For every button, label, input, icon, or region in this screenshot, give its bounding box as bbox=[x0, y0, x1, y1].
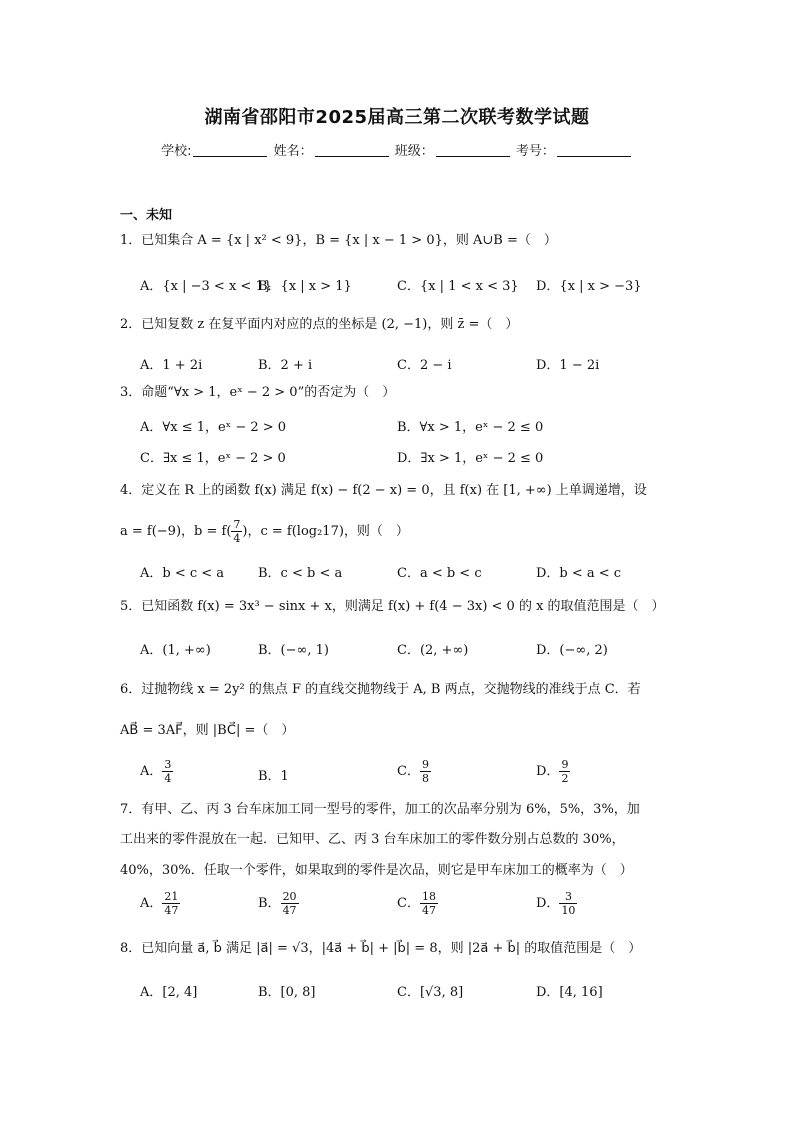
option-b[interactable]: B．(−∞, 1) bbox=[258, 643, 329, 658]
option-c[interactable]: C．a < b < c bbox=[397, 566, 482, 581]
exam-number-blank[interactable] bbox=[557, 144, 631, 157]
fraction-denominator: 47 bbox=[421, 904, 436, 917]
fraction bbox=[162, 758, 173, 785]
class-blank[interactable] bbox=[436, 144, 510, 157]
exam-number-label: 考号： bbox=[515, 144, 555, 159]
option-d[interactable] bbox=[536, 890, 577, 917]
name-blank[interactable] bbox=[315, 144, 389, 157]
question-2-options bbox=[140, 354, 680, 376]
fraction-numerator: 18 bbox=[421, 890, 436, 903]
question-4-options bbox=[140, 562, 680, 584]
fraction-denominator: 10 bbox=[561, 904, 576, 917]
option-b[interactable]: B．{x | x > 1} bbox=[258, 279, 352, 294]
option-d[interactable]: D．[4, 16] bbox=[536, 985, 603, 1000]
question-3-options-row1 bbox=[140, 416, 680, 438]
option-label: D． bbox=[536, 764, 560, 779]
school-label: 学校: bbox=[161, 144, 192, 159]
option-a[interactable]: A．b < c < a bbox=[140, 566, 225, 581]
name-label: 姓名： bbox=[273, 144, 313, 159]
question-4-stem-post: )，c = f(log₂17)，则（ ） bbox=[242, 524, 409, 539]
fraction bbox=[559, 758, 570, 785]
question-4-stem-line1: 4．定义在 R 上的函数 f(x) 满足 f(x) − f(2 − x) = 0，且 f(x) 在 [1, +∞) 上单调递增，设 bbox=[120, 483, 647, 498]
option-d[interactable]: D．1 − 2i bbox=[536, 358, 600, 373]
option-label: A． bbox=[140, 764, 163, 779]
option-a[interactable]: A．(1, +∞) bbox=[140, 643, 211, 658]
option-label: C． bbox=[397, 764, 420, 779]
option-c[interactable]: C．[√3, 8] bbox=[397, 985, 464, 1000]
page-title: 湖南省邵阳市2025届高三第二次联考数学试题 bbox=[204, 107, 590, 128]
fraction bbox=[420, 758, 431, 785]
option-d[interactable]: D．∃x > 1，eˣ − 2 ≤ 0 bbox=[397, 451, 544, 466]
question-3-options-row2 bbox=[140, 447, 680, 469]
question-6-stem-line1: 6．过抛物线 x = 2y² 的焦点 F 的直线交抛物线于 A, B 两点，交抛物线的准线于点 C．若 bbox=[120, 682, 641, 697]
question-5-options bbox=[140, 639, 680, 661]
option-a[interactable]: A．{x | −3 < x < 1} bbox=[140, 279, 272, 294]
question-3-stem: 3．命题“∀x > 1，eˣ − 2 > 0”的否定为（ ） bbox=[120, 385, 396, 400]
option-b[interactable]: B．∀x > 1，eˣ − 2 ≤ 0 bbox=[397, 420, 544, 435]
option-b[interactable]: B．1 bbox=[258, 769, 289, 784]
option-a[interactable]: A．[2, 4] bbox=[140, 985, 198, 1000]
student-info-line bbox=[0, 140, 794, 159]
question-7-stem-line3: 40%，30%．任取一个零件，如果取到的零件是次品，则它是甲车床加工的概率为（ ） bbox=[120, 863, 633, 878]
option-a[interactable] bbox=[140, 890, 180, 917]
question-1-options bbox=[140, 275, 680, 297]
option-c[interactable] bbox=[397, 890, 438, 917]
option-d[interactable]: D．b < a < c bbox=[536, 566, 622, 581]
option-d[interactable]: D．(−∞, 2) bbox=[536, 643, 608, 658]
fraction bbox=[231, 518, 242, 545]
fraction bbox=[420, 890, 438, 917]
section-title: 一、未知 bbox=[120, 208, 173, 223]
option-b[interactable]: B．2 + i bbox=[258, 358, 313, 373]
class-label: 班级： bbox=[394, 144, 434, 159]
fraction-denominator: 4 bbox=[164, 772, 172, 785]
question-6-stem-line2: AB⃗ = 3AF⃗，则 |BC⃗| =（ ） bbox=[120, 723, 295, 738]
question-7-stem-line2: 工出来的零件混放在一起．已知甲、乙、丙 3 台车床加工的零件数分别占总数的 30%， bbox=[120, 832, 625, 847]
fraction bbox=[281, 890, 299, 917]
fraction-denominator: 47 bbox=[282, 904, 297, 917]
fraction-denominator: 2 bbox=[561, 772, 569, 785]
question-4-stem-line2 bbox=[120, 518, 680, 545]
fraction-numerator: 20 bbox=[282, 890, 297, 903]
question-7-options bbox=[140, 890, 680, 924]
question-2-stem: 2．已知复数 z 在复平面内对应的点的坐标是 (2, −1)，则 z̄ =（ ） bbox=[120, 317, 519, 332]
fraction-denominator: 8 bbox=[421, 772, 429, 785]
option-label: B． bbox=[258, 896, 281, 911]
school-blank[interactable] bbox=[193, 144, 267, 157]
question-1-stem: 1．已知集合 A = {x | x² < 9}，B = {x | x − 1 > 0}，则 A∪B =（ ） bbox=[120, 233, 557, 248]
option-a[interactable] bbox=[140, 758, 173, 785]
option-c[interactable]: C．{x | 1 < x < 3} bbox=[397, 279, 519, 294]
question-8-stem: 8．已知向量 a⃗, b⃗ 满足 |a⃗| = √3，|4a⃗ + b⃗| + |b⃗| = 8，则 |2a⃗ + b⃗| 的取值范围是（ ） bbox=[120, 941, 642, 956]
fraction bbox=[162, 890, 180, 917]
fraction-numerator: 7 bbox=[233, 518, 241, 531]
option-d[interactable]: D．{x | x > −3} bbox=[536, 279, 642, 294]
fraction-numerator: 3 bbox=[559, 890, 577, 904]
option-b[interactable] bbox=[258, 890, 299, 917]
fraction-denominator: 47 bbox=[164, 904, 179, 917]
option-label: D． bbox=[536, 896, 560, 911]
question-4-stem-pre: a = f(−9)，b = f( bbox=[120, 524, 232, 539]
option-c[interactable]: C．∃x ≤ 1，eˣ − 2 > 0 bbox=[140, 451, 286, 466]
fraction-numerator: 9 bbox=[561, 758, 569, 771]
question-6-options bbox=[140, 758, 680, 792]
option-a[interactable]: A．1 + 2i bbox=[140, 358, 203, 373]
fraction bbox=[559, 890, 577, 917]
question-5-stem: 5．已知函数 f(x) = 3x³ − sinx + x，则满足 f(x) + f(4 − 3x) < 0 的 x 的取值范围是（ ） bbox=[120, 599, 665, 614]
option-c[interactable]: C．2 − i bbox=[397, 358, 452, 373]
fraction-denominator: 4 bbox=[233, 532, 241, 545]
option-c[interactable]: C．(2, +∞) bbox=[397, 643, 469, 658]
option-label: A． bbox=[140, 896, 163, 911]
option-a[interactable]: A．∀x ≤ 1，eˣ − 2 > 0 bbox=[140, 420, 287, 435]
option-label: C． bbox=[397, 896, 420, 911]
fraction-numerator: 3 bbox=[164, 758, 172, 771]
fraction-numerator: 9 bbox=[421, 758, 429, 771]
option-c[interactable] bbox=[397, 758, 431, 785]
question-8-options bbox=[140, 981, 680, 1003]
fraction-numerator: 21 bbox=[164, 890, 179, 903]
option-d[interactable] bbox=[536, 758, 570, 785]
question-7-stem-line1: 7．有甲、乙、丙 3 台车床加工同一型号的零件，加工的次品率分别为 6%，5%，3%，加 bbox=[120, 802, 640, 817]
option-b[interactable]: B．[0, 8] bbox=[258, 985, 316, 1000]
option-b[interactable]: B．c < b < a bbox=[258, 566, 343, 581]
